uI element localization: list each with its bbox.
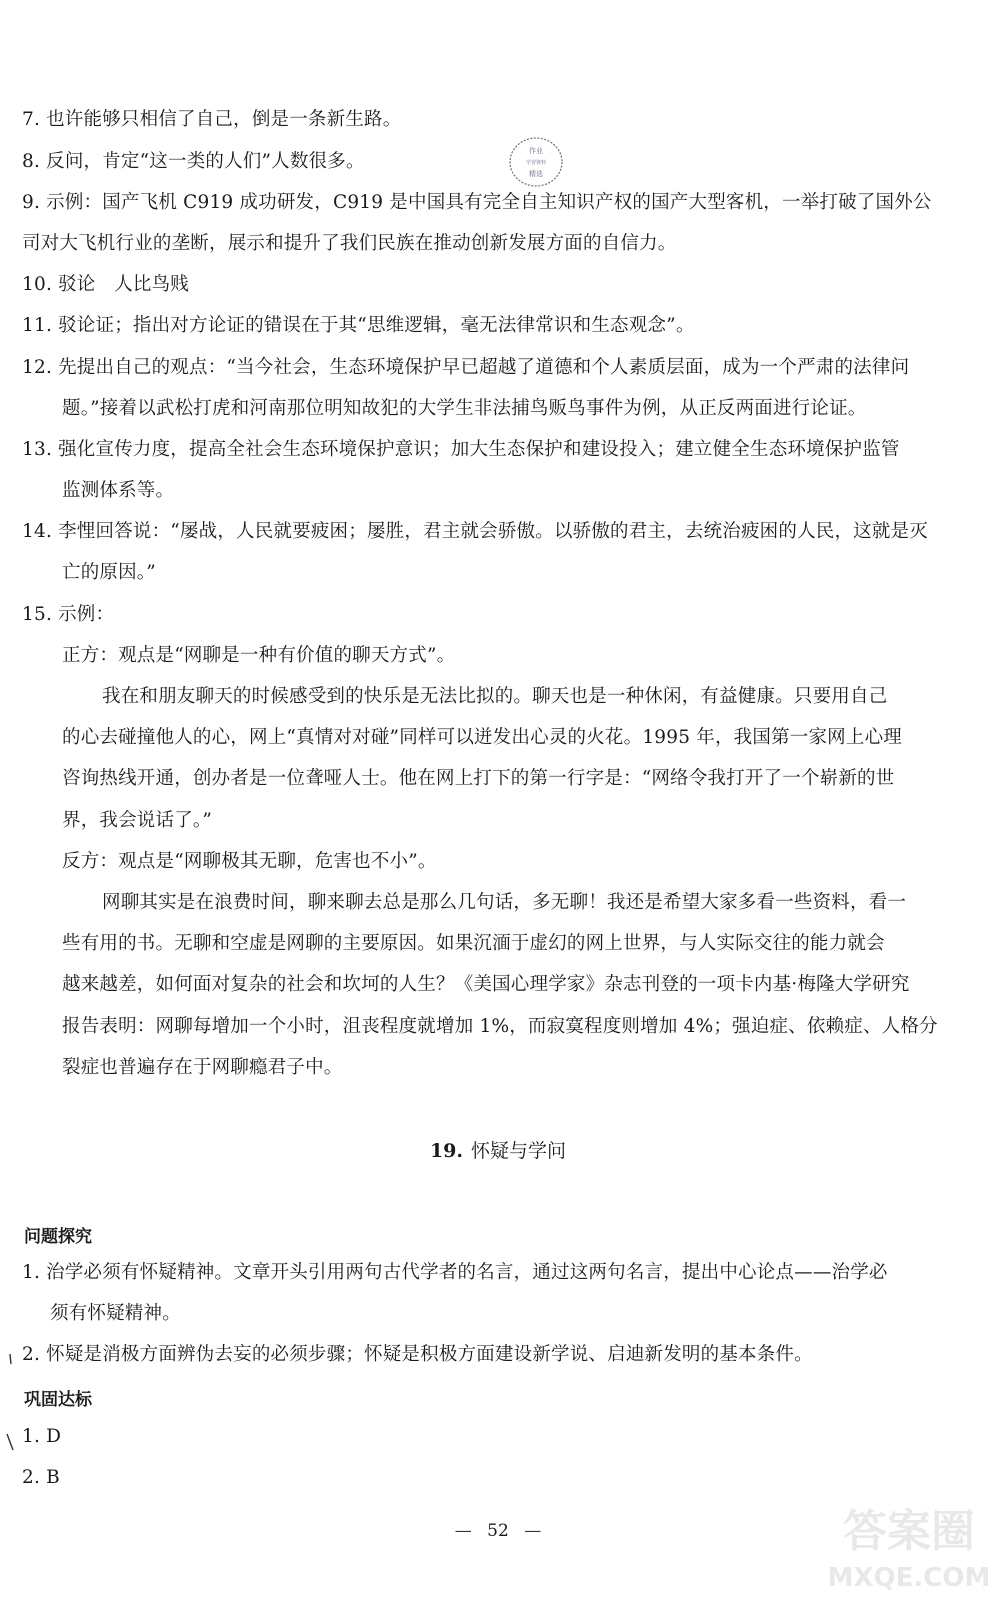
pro-paragraph-line3: 咨询热线开通，创办者是一位聋哑人士。他在网上打下的第一行字是：“网络令我打开了一个崭新的世	[62, 768, 895, 789]
con-paragraph-line1: 网聊其实是在浪费时间，聊来聊去总是那么几句话，多无聊！我还是希望大家多看一些资料，看一	[102, 892, 907, 913]
consolidation-answer-2: 2. B	[22, 1467, 60, 1488]
con-paragraph-line2: 些有用的书。无聊和空虚是网聊的主要原因。如果沉湎于虚幻的网上世界，与人实际交往的能力就会	[62, 933, 885, 954]
stamp-line3: 精选	[529, 170, 543, 178]
answer-14-line2: 亡的原因。”	[62, 562, 156, 583]
con-side-label: 反方：观点是“网聊极其无聊，危害也不小”。	[62, 851, 437, 872]
watermark-line1: 答案圈	[843, 1506, 975, 1557]
heading-consolidation: 巩固达标	[24, 1390, 92, 1410]
answer-7: 7. 也许能够只相信了自己，倒是一条新生路。	[22, 109, 402, 130]
answer-8: 8. 反问，肯定“这一类的人们”人数很多。	[22, 151, 365, 172]
answer-12-line2: 题。”接着以武松打虎和河南那位明知故犯的大学生非法捕鸟贩鸟事件为例，从正反两面进行论证。	[62, 398, 867, 419]
pro-paragraph-line2: 的心去碰撞他人的心，网上“真情对对碰”同样可以迸发出心灵的火花。1995 年，我国第一家网上心理	[62, 727, 902, 748]
answer-9-line2: 司对大飞机行业的垄断，展示和提升了我们民族在推动创新发展方面的自信力。	[22, 233, 677, 254]
consolidation-answer-1: 1. D	[22, 1426, 62, 1447]
answer-13-line2: 监测体系等。	[62, 480, 175, 501]
stamp-line2: 学習資料	[525, 160, 547, 166]
page-number: 52	[487, 1521, 509, 1541]
question-2: 2. 怀疑是消极方面辨伪去妄的必须步骤；怀疑是积极方面建设新学说、启迪新发明的基本条件。	[22, 1344, 813, 1365]
answer-11: 11. 驳论证；指出对方论证的错误在于其“思维逻辑，毫无法律常识和生态观念”。	[22, 315, 695, 336]
question-1-line2: 须有怀疑精神。	[50, 1303, 181, 1324]
con-paragraph-line5: 裂症也普遍存在于网聊瘾君子中。	[62, 1057, 343, 1078]
answer-12-line1: 12. 先提出自己的观点：“当今社会，生态环境保护早已超越了道德和个人素质层面，成为一个严肃的法律问	[22, 357, 910, 378]
footer-dash-left: —	[454, 1521, 472, 1541]
pro-side-label: 正方：观点是“网聊是一种有价值的聊天方式”。	[62, 645, 456, 666]
section-number: 19.	[429, 1140, 464, 1162]
heading-problem-inquiry: 问题探究	[24, 1227, 92, 1247]
answer-10: 10. 驳论 人比鸟贱	[22, 274, 190, 295]
pro-paragraph-line4: 界，我会说话了。”	[62, 810, 213, 831]
con-paragraph-line4: 报告表明：网聊每增加一个小时，沮丧程度就增加 1%，而寂寞程度则增加 4%；强迫症、依赖症、人格分	[62, 1016, 938, 1037]
section-title-text: 怀疑与学问	[471, 1140, 567, 1162]
question-1-line1: 1. 治学必须有怀疑精神。文章开头引用两句古代学者的名言，通过这两句名言，提出中心论点——治学必	[22, 1262, 888, 1283]
site-watermark-logo	[828, 1488, 990, 1596]
margin-mark-icon	[6, 1432, 14, 1452]
watermark-line2: MXQE.COM	[828, 1563, 990, 1593]
answer-9-line1: 9. 示例：国产飞机 C919 成功研发，C919 是中国具有完全自主知识产权的国产大型客机，一举打破了国外公	[22, 192, 932, 213]
answer-13-line1: 13. 强化宣传力度，提高全社会生态环境保护意识；加大生态保护和建设投入；建立健全生态环境保护监管	[22, 439, 900, 460]
section-title	[0, 1136, 996, 1163]
margin-dot-icon	[8, 1352, 14, 1366]
pro-paragraph-line1: 我在和朋友聊天的时候感受到的快乐是无法比拟的。聊天也是一种休闲，有益健康。只要用自己	[102, 686, 888, 707]
answer-14-line1: 14. 李悝回答说：“屡战，人民就要疲困；屡胜，君主就会骄傲。以骄傲的君主，去统治疲困的人民，这就是灭	[22, 521, 928, 542]
answer-15: 15. 示例：	[22, 604, 115, 625]
stamp-line1: 作业	[529, 147, 543, 155]
con-paragraph-line3: 越来越差，如何面对复杂的社会和坎坷的人生？《美国心理学家》杂志刊登的一项卡内基·梅隆大学研究	[62, 974, 910, 995]
footer-dash-right: —	[524, 1521, 542, 1541]
library-stamp-icon	[508, 135, 564, 189]
